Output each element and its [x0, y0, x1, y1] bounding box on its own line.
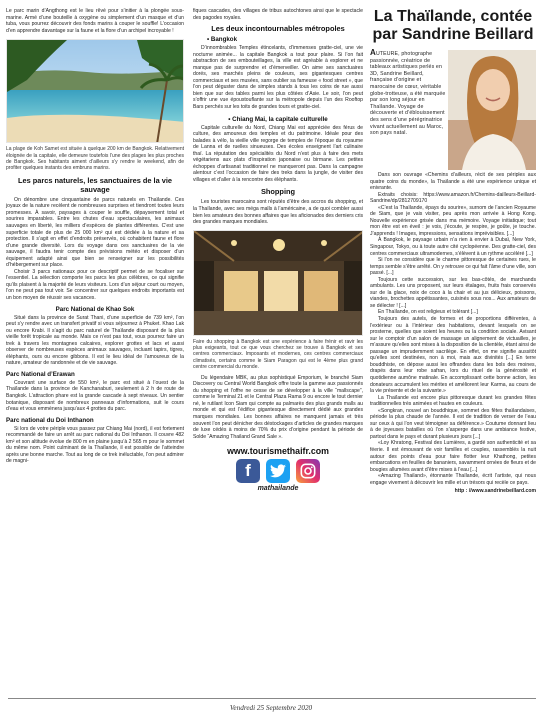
intro-paragraph: Le parc marin d’Angthong est le lieu rêvé pour s’initier à la plongée sous-marine. Armé d’une bouteille à oxygène ou simplement d’un masque et d’un tuba, vous pourrez découvrir des fonds marins à couper le souffle! L’occasion d’en apprendre davantage sur la faune et la flore d’un archipel incroyable !	[6, 8, 184, 34]
instagram-camera-icon	[300, 463, 316, 479]
mall-illustration	[194, 231, 363, 336]
footer-rule	[8, 698, 536, 699]
col3-amazon-link[interactable]: Extraits choisis: https://www.amazon.fr/Chemins-dailleurs-Beillard-Sandrine/dp/2812709170	[370, 191, 536, 205]
parcs-paragraph-1: On dénombre une cinquantaine de parcs naturels en Thaïlande. Ces joyaux de la nature recèlent de nombreuses surprises et tiendront toutes leurs promesses. À savoir, paysages à couper le souffle, dépaysement total et sourires imparables. Entre les chutes d’eau spectaculaires, les animaux sauvages en liberté, les milliers d’espèces de plantes différentes. C’est une superficie totale de plus de 25 000 km² qui est dédiée à la nature et sa protection. Il s’agit en effet d’endroits préservés, où cohabitent faune et flore d’une grande diversité. Lors du voyage dans ces sanctuaires de la vie sauvage, il faudra tenir compte des prévisions météo et disposer d’un équipement adapté ainsi que bien se renseigner sur les possibilités d’hébergement sur place.	[6, 196, 184, 269]
beach-photo-caption: La plage de Koh Samet est située à quelque 200 km de Bangkok. Relativement éloignée de la capitale, elle demeure toutefois l’une des plages les plus proches de Bangkok. Ses habitants aiment d’ailleurs s’y rendre le weekend, afin de profiter quelques instants des embruns marins.	[6, 146, 184, 172]
col3-paragraph-7: En Thaïlande, on est religieux et tolérant [...]	[378, 309, 478, 316]
twitter-bird-icon	[270, 464, 286, 478]
portrait-illustration	[448, 50, 536, 170]
col3-paragraph-3: «C’est la Thaïlande, épays du sourire», surnom de l’ancien Royaume de Siam, que je vais visiter, peu après mon arrivée à Hong Kong. Nouvelle expérience grisée dans ma mémoire. Voyage initiatique; tout mon être est en éveil : je vois, j’écoute, je respire, je goûte, je touche. J’apprends ! Images, impressions, sensations imprévisibles. [...]	[370, 204, 536, 237]
shopping-paragraph: Les touristes marocains sont réputés d’être des accros du shopping, et la Thaïlande, avec ses méga malls à l’américaine, a de quoi combler aussi bien les amateurs des bonnes affaires que les aficionados des derniers cris des grandes marques mondiales.	[193, 199, 363, 226]
shopping-mall-photo	[193, 230, 363, 336]
column-1	[6, 8, 184, 465]
facebook-icon[interactable]: f	[236, 459, 260, 483]
beach-illustration	[7, 40, 184, 143]
col3-paragraph-12: «Amazing Thailand», étonnante Thaïlande, écrit l’artiste, qui nous engage vivement à découvrir les mille et un trésors qui recèle ce pays.	[370, 473, 536, 486]
author-portrait	[448, 50, 536, 170]
col3-paragraph-4: À Bangkok, le paysage urbain n’a rien à envier à Dubaï, New York, Singapour, Tokyo, ou à toute autre cité cyclopéenne. Des gratte-ciel, des centres commerciaux ultramodernes, s’élèvent à un rythme accéléré [...]	[370, 237, 536, 257]
col3-paragraph-5: Si l’on ne considère que le charme pittoresque de certaines rues, le temps semble s’être arrêté. On y retrouve ce qui fait l’âme d’une ville, son passé. [...]	[370, 257, 536, 277]
twitter-icon[interactable]	[266, 459, 290, 483]
footer-date: Vendredi 25 Septembre 2020	[229, 704, 313, 712]
col3-paragraph-10: «Songkran, nouvel an bouddhique, sommet des fêtes thaïlandaises, période la plus chaude de l’année. Il est de tradition de verser de l’eau sur ceux à qui l’on veut témoigner sa déférence.» Coutume donnant lieu à de joyeuses batailles où l’on s’asperge dans une ambiance festive, partout dans le pays et durant plusieurs jours [...]	[370, 407, 536, 440]
khao-sok-paragraph: Situé dans la province de Surat Thani, d’une superficie de 739 km², l’on peut s’y rendre avec un transfert privatif si vous séjournez à Phuket. Khao Lak ou encore Krabi. Il s’agit du parc naturel de Thaïlande disposant de la plus vieille forêt tropicale au monde. Mais ce n’est pas tout, vous pourrez faire un trek à travers les montagnes calcaires, explorer grottes et lacs et aussi observer de nombreuses espèces animaux sauvages, incluant tapirs, tigres, éléphants, ours ou encore gibbons. Il est le lieu idéal de l’amoureux de la nature, amateur de randonnée et de vie sauvage.	[6, 314, 184, 367]
social-icons	[193, 459, 363, 483]
social-handle[interactable]: mathailande	[257, 485, 299, 493]
erawan-paragraph: Couvrant une surface de 550 km², le parc est situé à l’ouest de la Thaïlande dans la province de Kanchanaburi, seulement à 2 h de route de Bangkok. L’attraction phare est la grande cascade à sept niveaux. Un sentier botanique, disposant de nombreux panneaux d’informations, suit le cours d’eau et vous emmènera jusqu’aux 4 grottes du parc.	[6, 379, 184, 413]
chiang-mai-heading: • Chiang Mai, la capitale culturelle	[228, 115, 328, 123]
mbk-paragraph: Du légendaire MBK, au plus sophistiqué Emporium, le branché Siam Discovery ou Central World Bangkok offre toute la gamme aux passionnés du shopping et l’offre ne cesse de se développer à la ville “mallscape”, comme le Terminal 21 et le Central Plaza Rama 9 ou encore le tout dernier né, le rutilant Icon Siam qui compte au palmarès des plus grands malls au monde et qui est l’édifice gigantesque directement dédié aux grandes marques mondiales. Les bonnes affaires ne manquent jamais et très souvent l’on peut dénicher des déstockages d’articles de grandes marques de luxe cédés à moins de 70% du prix d’origine pendant la période de Solde “Amazing Thailand Grand Sale ».	[193, 374, 363, 440]
doi-inthanon-paragraph: Si lors de votre périple vous passez par Chiang Mai (nord), il est fortement recommandé de faire un arrêt au parc national du Doi Inthanon. Il couvre 482 km² et son altitude évolue de 800 m en plaine jusqu’à 2 565 m pour le sommet du même nom. Point culminant de la Thaïlande, il est possible de l’atteindre après une bonne marche. Tout au long de ce trek inéluctable, l’on peut admirer de magni-	[6, 425, 184, 465]
website-link[interactable]: www.tourismethaifr.com	[227, 446, 329, 457]
author-website-link[interactable]: http : //www.sandrinebeillard.com	[454, 488, 536, 495]
shopping-heading: Shopping	[260, 187, 296, 197]
instagram-icon[interactable]	[296, 459, 320, 483]
chiang-mai-paragraph: Capitale culturelle du Nord, Chiang Mai est appréciée des férus de culture, des amoureux des temples et du patrimoine. Idéale pour des balades à vélo, la vieille ville regorge de temples de l’époque du royaume de Lanna et de ruelles sinueuses. Des écoles enseignent l’art culinaire thaï. La réputation des spécialités du Nord n’est plus à faire des mets végétariens aux plats d’inspiration japonaise ou birmane. Les petites échoppes d’artisanat traditionnel ne manqueront pas. Dans la campagne alentour c’est l’occasion de faire des treks dans la jungle, de visiter des villages et d’aller à la rencontre des éléphants.	[193, 124, 363, 183]
col3-paragraph-11: «Loy Khratong, Festival des Lumières, a gardé son authenticité et sa féerie. Il est émouvant de voir familles et couples, rassemblés la nuit autour des points d’eau pour faire flotter leur Khathong, petites embarcations en feuilles de bananiers, savamment ornées de fleurs et de bougies allumées avant d’être mises à l’eau [...]	[370, 440, 536, 473]
parcs-paragraph-2: Choisir 3 parcs nationaux pour ce descriptif permet de se focaliser sur l’essentiel. La sélection comporte les parcs les plus célèbres, ce qui signifie qu’ils plaisent à la majorité de leurs visiteurs. Lors d’un séjour court ou moyen, l’on ne peut pas tout voir. Se concentrer sur quelques endroits importants est un bon moyen de réussir ses vacances.	[6, 268, 184, 302]
article-title: La Thaïlande, contée par Sandrine Beillard	[372, 8, 534, 43]
author-dropcap: A	[370, 48, 376, 57]
column-2	[193, 8, 363, 492]
parcs-heading: Les parcs naturels, les sanctuaires de la vie sauvage	[17, 175, 173, 194]
col3-paragraph-6: Toujours cette succession, sur les bas-côtés, de marchands ambulants. Les uns proposent, sur leurs étalages, fruits frais conservés sur de la glace, noix de coco à la chair et au jus délicieux, poissons, viandes, brochettes appétissantes, cuisinés sous nos... Aux amateurs de se délecter ! [...]	[370, 276, 536, 309]
khao-sok-heading: Parc National de Khao Sok	[55, 305, 135, 313]
bangkok-heading: • Bangkok	[207, 36, 238, 44]
erawan-heading: Parc National d’Erawan	[6, 370, 75, 378]
doi-inthanon-heading: Parc national du Doi Inthanon	[6, 416, 94, 424]
koh-samet-beach-photo	[6, 39, 184, 143]
col3-paragraph-1: Dans son ouvrage «Chemins d’ailleurs, récit de ses périples aux quatre coins du monde», la Thaïlande a été une expérience unique et enivrante.	[370, 172, 536, 192]
col2-intro: fiques cascades, des villages de tribus autochtones ainsi que le spectacle des pagodes royales.	[193, 8, 363, 21]
col3-paragraph-8: Toujours des autels, de formes et de proportions différentes, à l’extérieur ou à l’intérieur des habitations, devant lesquels on se prosterne, quelles que soient les heures ou la condition sociale. Avisant sur le comptoir d’un salon de massage un alignement de victuailles, je m’assure qu’elles sont mises à la disposition de la clientèle, étant ainsi de passage un imprudemment sacrilège. En effet, on me signifie aussitôt qu’elles sont destinées, non à moi, mais aux divinités [...] En terre bouddhiste, on dépose aussi les offrandes dans les bols des moines, drapés dans leur robe safran, lors du rituel de la générosité et quotidienne aumône matinale. En accomplissant cette bonne action, les donateurs accumulent les mérites et améliorent leur Karma, au cours de la vie présente et de la suivante.»	[370, 316, 536, 395]
column-3	[370, 8, 536, 495]
author-bio: AUTEURE, photographe passionnée, créatrice de tableaux artistiques perlés en 3D, Sandrine Beillard, française d’origine et marocaine de cœur, véritable globe-trotteuse, a été marquée par son long séjour en Thaïlande. Voyage de découverte et d’éblouissement des sens d’une pérégrinatrice vivant actuellement au Maroc, son pays natal.	[370, 48, 446, 137]
metropoles-heading: Les deux incontournables métropoles	[211, 24, 345, 34]
author-block	[370, 50, 536, 172]
mall-photo-caption: Faire du shopping à Bangkok est une expérience à faire frénir et ravir les plus exigeants, tout ce que vous cherchez se trouve à Bangkok et ses centres commerciaux. Imposants et modernes, ces centres commerciaux climatisés, certains comme le Siam Paragon qui est le 4ème plus grand centre commercial du monde.	[193, 338, 363, 371]
bangkok-paragraph: D’innombrables Temples étincelants, d’immenses gratte-ciel, une vie nocturne animée... la capitale Bangkok a tout pour plaire. Si l’on fait abstraction de ses embouteillages, la ville est agréable à explorer et ne manque pas de surprendre et d’émerveiller. On aime ses sanctuaires dorés, ses marchés pleins de couleurs, ses gigantesques centres commerciaux et ses musées, sans oublier sa fameuse « food street », que l’on peut déguster dans de simples stands à tous les coins de rue aussi bien que sur des tables parmi les plus côtées d’Asie. Le soir, l’on peut s’offrir une vue époustouflante sur la métropole depuis l’un des Rooftop Bars perchés sur les toits de grandes tours et gratte-ciel.	[193, 45, 363, 111]
col3-paragraph-9: La Thaïlande est encore plus pittoresque durant les grandes fêtes traditionnelles très animées et hautes en couleurs.	[370, 394, 536, 408]
